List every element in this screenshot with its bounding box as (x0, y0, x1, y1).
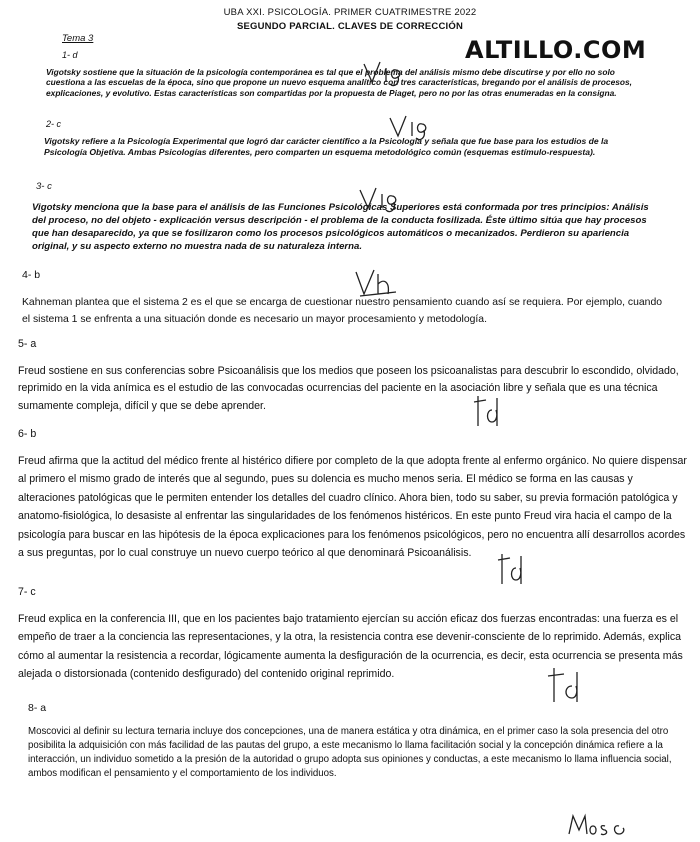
answer-number: 3- c (36, 181, 52, 192)
answer-number: 8- a (28, 702, 47, 714)
tema-label: Tema 3 (62, 33, 94, 44)
answer-text: Moscovici al definir su lectura ternaria incluye dos concepciones, una de manera estática y otra dinámica, en el primer caso la sola presencia del otro posibilita la adquisición con más facilidad de las pautas del grupo, a este mecanismo lo llama facilitación social y la concepción dinámica refiere a la interacción, un individuo sometido a la presión de la autoridad o grupo adopta sus opiniones y conductas, a este mecanismo lo llama influencia social, ambos modifican el pensamiento y el comportamiento de los individuos. (28, 726, 672, 779)
answer-text: Freud sostiene en sus conferencias sobre Psicoanálisis que los medios que poseen los psicoanalistas para descubrir lo escondido, olvidado, reprimido en la vida anímica es el estudio de las convocadas ocurrencias del paciente en la asociación libre y señala que es una técnica sumamente compleja, difícil y que se debe aprender. (18, 364, 679, 412)
answer-number: 1- d (62, 50, 78, 60)
answer-number: 6- b (18, 428, 37, 440)
handwritten-initials-3 (356, 184, 414, 214)
handwritten-initials-2 (386, 112, 444, 142)
answer-number: 2- c (46, 119, 62, 129)
handwritten-initials-5 (470, 392, 510, 432)
answer-1 (46, 50, 636, 98)
answer-text: Vigotsky menciona que la base para el análisis de las Funciones Psicológicas Superiores está conformada por tres principios: Análisis del proceso, no del objeto - explicación versus descripción - el problema de la conducta fosilizada. Éste último sitúa que hay procesos que han desaparecido, ya que se fosilizaron como los procesos psicológicos automáticos o mecanizados. Perdieron su apariencia original, y su aspecto externo no muestra nada de su naturaleza interna. (32, 202, 649, 252)
answer-6 (18, 425, 688, 563)
answer-text: Vigotsky refiere a la Psicología Experimental que logró dar carácter científico a la Psicología y señala que fue base para los estudios de la Psicología Objetiva. Ambas Psicologías diferentes, pero comparten un esquema metodológico común (esquemas estímulo-respuesta). (44, 136, 609, 157)
answer-number: 5- a (18, 338, 37, 350)
answer-number: 7- c (18, 586, 36, 598)
answer-number: 4- b (22, 269, 41, 281)
answer-text: Freud explica en la conferencia III, que en los pacientes bajo tratamiento ejercían su acción eficaz dos fuerzas encontradas: una fuerza es el empeño de traer a la conciencia las representaciones, y la otra, la resistencia contra ese devenir-consciente de lo reprimido. Además, explica cómo al aumentar la resistencia a recordar, lógicamente aumenta la desfiguración de la ocurrencia, es decir, esta ocurrencia se presenta más alejada o distorsionada (contenido desfigurado) del contenido original reprimido. (18, 612, 683, 680)
answer-text: Kahneman plantea que el sistema 2 es el que se encarga de cuestionar nuestro pensamiento cuando así se requiera. Por ejemplo, cuando el sistema 1 se enfrenta a una situación donde es necesario un mayor procesamiento y metodología. (22, 297, 663, 325)
answer-8 (28, 701, 690, 781)
answer-text: Vigotsky sostiene que la situación de la psicología contemporánea es tal que el problema del análisis mismo debe discutirse y por ello no solo cuestiona a las escuelas de la época, sino que propone un nuevo esquema analítico con tres características, bregando por el análisis de procesos, explicaciones, y evolutivo. Estas características son compartidas por la propuesta de Piaget, pero no por las otras enumeradas en la consigna. (46, 66, 632, 98)
handwritten-initials-7 (546, 664, 590, 708)
handwritten-initials-1 (360, 58, 418, 88)
answer-4 (22, 267, 672, 328)
answer-5 (18, 336, 680, 415)
watermark-logo: ALTILLO.COM (465, 36, 647, 64)
handwritten-initials-8 (565, 810, 635, 840)
document-header (0, 6, 700, 34)
answer-3 (32, 180, 652, 253)
header-course-line: UBA XXI. PSICOLOGÍA. PRIMER CUATRIMESTRE 2022 (223, 7, 477, 18)
answer-text: Freud afirma que la actitud del médico frente al histérico difiere por completo de la que adopta frente al enfermo orgánico. No quiere dispensar al primero el mismo grado de interés que al segundo, pues su dolencia es mucho menos seria. El médico se forma en las causas y alteraciones patológicas que le permiten entender los detalles del cuadro clínico. Ahora bien, todo su saber, su previa formación patológica y anatomo-fisiológica, lo desasiste al enfrentar las singularidades de los fenómenos histéricos. En este punto Freud vira hacia el campo de la psicología para buscar en las hipótesis de la época explicaciones para los fenómenos psicológicos, pero no encuentra allí desarrollos acordes a sus preguntas, por lo cual construye un nuevo cuerpo teórico al que denominará Psicoanálisis. (18, 454, 687, 559)
handwritten-initials-6 (494, 550, 534, 590)
header-exam-line: SEGUNDO PARCIAL. CLAVES DE CORRECCIÓN (236, 21, 464, 32)
handwritten-initials-4 (352, 268, 410, 300)
answer-2 (44, 119, 638, 158)
